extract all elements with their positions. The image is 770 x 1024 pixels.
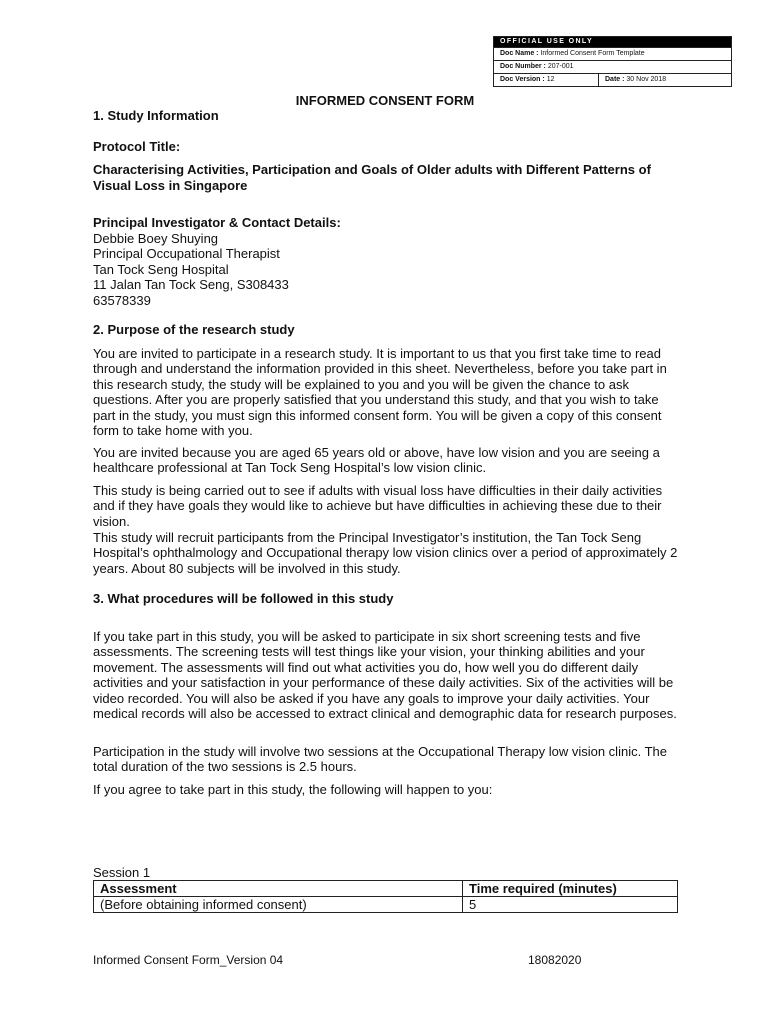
protocol-title-label: Protocol Title: — [93, 139, 181, 154]
time-cell: 5 — [463, 897, 678, 913]
section-2-paragraph-4: This study will recruit participants from the Principal Investigator’s institution, the Tan Tock Seng Hospital’s ophthalmology and Occupational therapy low vision clinics over a period of approximately 2 years. About 80 subjects will be involved in this study. — [93, 530, 678, 576]
date-value: 30 Nov 2018 — [626, 76, 667, 83]
section-3-paragraph-1: If you take part in this study, you will be asked to participate in six short screening tests and five assessments. The screening tests will test things like your vision, your thinking abilities and your movement. The assessments will find out what activities you do, how well you do different daily activities and your satisfaction in your performance of these daily activities. Six of the activities will be video recorded. You will also be asked if you have any goals to improve your daily activities. Your medical records will also be accessed to extract clinical and demographic data for research purposes. — [93, 629, 677, 722]
pi-contact-details — [93, 231, 683, 308]
pi-address: 11 Jalan Tan Tock Seng, S308433 — [93, 277, 289, 293]
official-use-header: OFFICIAL USE ONLY — [494, 37, 731, 47]
doc-name-label: Doc Name : — [500, 50, 539, 57]
doc-version-value: 12 — [546, 76, 555, 83]
pi-role: Principal Occupational Therapist — [93, 246, 280, 262]
session-table — [93, 880, 678, 913]
footer-version: Informed Consent Form_Version 04 — [93, 953, 284, 967]
section-3-paragraph-2: Participation in the study will involve two sessions at the Occupational Therapy low vision clinic. The total duration of the two sessions is 2.5 hours. — [93, 744, 667, 775]
pi-name: Debbie Boey Shuying — [93, 231, 219, 246]
document-title: INFORMED CONSENT FORM — [295, 93, 475, 108]
doc-version-row — [494, 73, 731, 86]
protocol-title: Characterising Activities, Participation and Goals of Older adults with Different Patterns of Visual Loss in Singapore — [93, 162, 651, 193]
doc-version-cell — [494, 74, 599, 86]
doc-number-row — [494, 60, 731, 73]
session-label: Session 1 — [93, 865, 151, 880]
pi-phone: 63578339 — [93, 292, 151, 308]
pi-hospital: Tan Tock Seng Hospital — [93, 261, 229, 277]
assessment-cell: (Before obtaining informed consent) — [94, 897, 463, 913]
table-row — [94, 897, 678, 913]
session-table-header — [94, 881, 678, 897]
section-1-heading: 1. Study Information — [93, 108, 219, 123]
doc-version-label: Doc Version : — [500, 76, 545, 83]
date-cell — [599, 74, 672, 86]
assessment-column-header: Assessment — [94, 881, 463, 897]
doc-name-row — [494, 47, 731, 60]
section-2-paragraph-3: This study is being carried out to see if adults with visual loss have difficulties in their daily activities and if they have goals they would like to achieve but have difficulties in achieving these due to their vision. — [93, 483, 663, 529]
footer-date: 18082020 — [528, 953, 582, 967]
doc-number-label: Doc Number : — [500, 63, 546, 70]
section-3-paragraph-3: If you agree to take part in this study, the following will happen to you: — [93, 782, 493, 797]
doc-name-value: Informed Consent Form Template — [540, 50, 645, 57]
section-2-paragraph-2: You are invited because you are aged 65 years old or above, have low vision and you are seeing a healthcare professional at Tan Tock Seng Hospital’s low vision clinic. — [93, 445, 660, 476]
doc-number-value: 207-001 — [547, 63, 574, 70]
pi-label: Principal Investigator & Contact Details: — [93, 215, 341, 230]
date-label: Date : — [605, 76, 625, 83]
section-2-heading: 2. Purpose of the research study — [93, 322, 295, 337]
section-3-heading: 3. What procedures will be followed in this study — [93, 591, 394, 606]
section-2-paragraph-1: You are invited to participate in a research study. It is important to us that you first take time to read through and understand the information provided in this sheet. Nevertheless, before you take part in this research study, the study will be explained to you and you will be given the chance to ask questions. After you are properly satisfied that you understand this study, and that you wish to take part in the study, you must sign this informed consent form. You will be given a copy of this consent form to take home with you. — [93, 346, 667, 439]
official-use-box — [493, 36, 732, 87]
time-column-header: Time required (minutes) — [463, 881, 678, 897]
